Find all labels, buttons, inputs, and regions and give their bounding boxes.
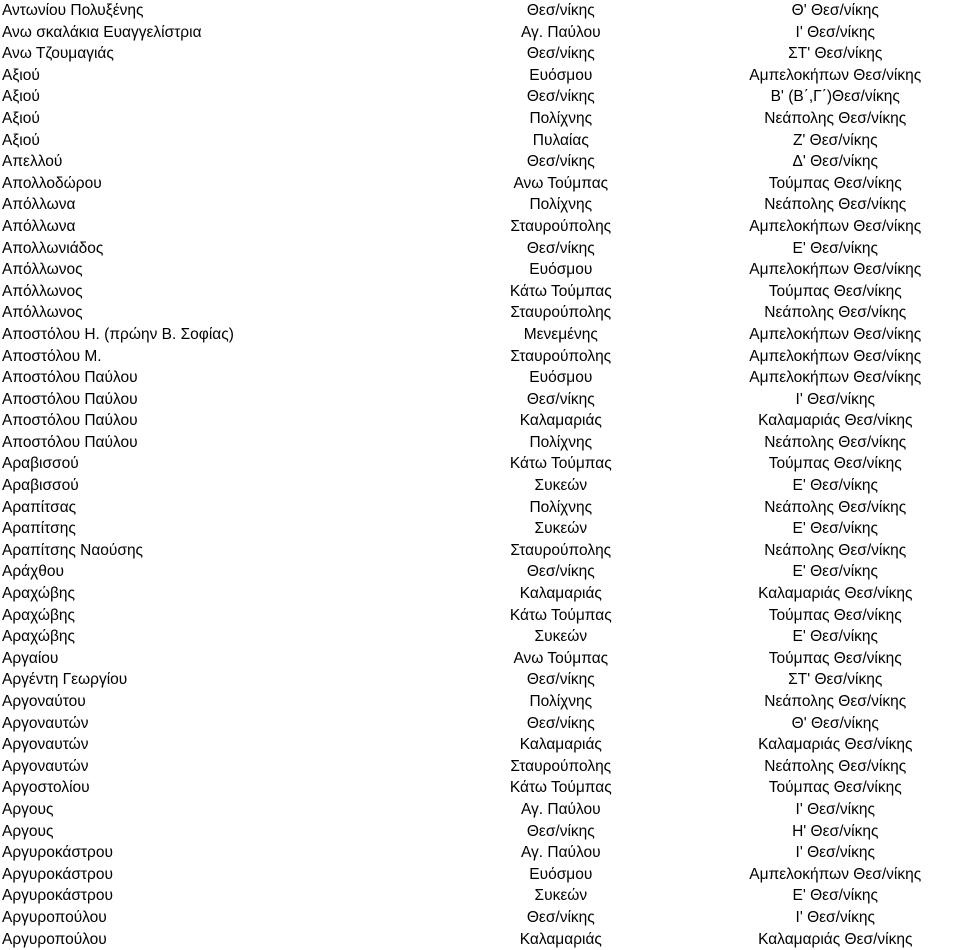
tax-office: Νεάπολης Θεσ/νίκης bbox=[711, 540, 960, 562]
street-name: Αραπίτσης bbox=[0, 518, 441, 540]
list-row bbox=[0, 777, 960, 799]
street-name: Αραχώβης bbox=[0, 626, 441, 648]
list-row bbox=[0, 86, 960, 108]
municipality: Θεσ/νίκης bbox=[411, 821, 710, 843]
street-name: Αργυροκάστρου bbox=[0, 842, 441, 864]
municipality: Συκεών bbox=[411, 885, 710, 907]
street-name: Αργους bbox=[0, 821, 441, 843]
tax-office: Ε' Θεσ/νίκης bbox=[711, 626, 960, 648]
tax-office: Αμπελοκήπων Θεσ/νίκης bbox=[711, 864, 960, 886]
tax-office: Αμπελοκήπων Θεσ/νίκης bbox=[711, 346, 960, 368]
street-name: Αργυροπούλου bbox=[0, 907, 441, 929]
street-name: Αποστόλου Μ. bbox=[0, 346, 441, 368]
tax-office: Αμπελοκήπων Θεσ/νίκης bbox=[711, 259, 960, 281]
tax-office: Νεάπολης Θεσ/νίκης bbox=[711, 756, 960, 778]
list-row bbox=[0, 151, 960, 173]
municipality: Σταυρούπολης bbox=[411, 540, 710, 562]
list-row bbox=[0, 432, 960, 454]
tax-office: Καλαμαριάς Θεσ/νίκης bbox=[711, 929, 960, 950]
street-name: Αραπίτσας bbox=[0, 497, 441, 519]
street-name: Αργυροκάστρου bbox=[0, 885, 441, 907]
street-name: Απόλλωνος bbox=[0, 281, 441, 303]
tax-office: Νεάπολης Θεσ/νίκης bbox=[711, 497, 960, 519]
tax-office: Νεάπολης Θεσ/νίκης bbox=[711, 432, 960, 454]
municipality: Καλαμαριάς bbox=[411, 583, 710, 605]
street-name: Αραπίτσης Ναούσης bbox=[0, 540, 441, 562]
list-row bbox=[0, 367, 960, 389]
list-row bbox=[0, 626, 960, 648]
street-name: Απολλωνιάδος bbox=[0, 238, 441, 260]
street-name: Απόλλωνα bbox=[0, 194, 441, 216]
street-name: Αποστόλου Παύλου bbox=[0, 410, 441, 432]
list-row bbox=[0, 605, 960, 627]
municipality: Θεσ/νίκης bbox=[411, 713, 710, 735]
list-row bbox=[0, 540, 960, 562]
municipality: Σταυρούπολης bbox=[411, 346, 710, 368]
street-name: Αντωνίου Πολυξένης bbox=[0, 0, 441, 22]
list-row bbox=[0, 453, 960, 475]
list-row bbox=[0, 130, 960, 152]
list-row bbox=[0, 907, 960, 929]
list-row bbox=[0, 842, 960, 864]
street-name: Απόλλωνος bbox=[0, 259, 441, 281]
municipality: Αγ. Παύλου bbox=[411, 842, 710, 864]
municipality: Πολίχνης bbox=[411, 194, 710, 216]
street-name: Αξιού bbox=[0, 130, 441, 152]
street-name: Ανω Τζουμαγιάς bbox=[0, 43, 441, 65]
municipality: Ευόσμου bbox=[411, 259, 710, 281]
tax-office: Ε' Θεσ/νίκης bbox=[711, 561, 960, 583]
list-row bbox=[0, 238, 960, 260]
tax-office: Ι' Θεσ/νίκης bbox=[711, 907, 960, 929]
tax-office: Καλαμαριάς Θεσ/νίκης bbox=[711, 734, 960, 756]
municipality: Θεσ/νίκης bbox=[411, 561, 710, 583]
street-name: Απόλλωνος bbox=[0, 302, 441, 324]
street-name: Αργαίου bbox=[0, 648, 441, 670]
municipality: Θεσ/νίκης bbox=[411, 907, 710, 929]
street-name: Αργοναυτών bbox=[0, 713, 441, 735]
municipality: Θεσ/νίκης bbox=[411, 43, 710, 65]
list-row bbox=[0, 389, 960, 411]
municipality: Συκεών bbox=[411, 518, 710, 540]
street-name: Αργυροκάστρου bbox=[0, 864, 441, 886]
street-name: Αργοστολίου bbox=[0, 777, 441, 799]
municipality: Θεσ/νίκης bbox=[411, 151, 710, 173]
municipality: Θεσ/νίκης bbox=[411, 389, 710, 411]
list-row bbox=[0, 22, 960, 44]
municipality: Καλαμαριάς bbox=[411, 929, 710, 950]
list-row bbox=[0, 497, 960, 519]
tax-office: Τούμπας Θεσ/νίκης bbox=[711, 453, 960, 475]
tax-office: Β' (Β΄,Γ΄)Θεσ/νίκης bbox=[711, 86, 960, 108]
list-row bbox=[0, 173, 960, 195]
municipality: Ευόσμου bbox=[411, 864, 710, 886]
street-name: Αραχώβης bbox=[0, 583, 441, 605]
municipality: Θεσ/νίκης bbox=[411, 86, 710, 108]
street-name: Αργυροπούλου bbox=[0, 929, 441, 950]
tax-office: Ι' Θεσ/νίκης bbox=[711, 799, 960, 821]
list-row bbox=[0, 864, 960, 886]
street-name: Αραχώβης bbox=[0, 605, 441, 627]
municipality: Πολίχνης bbox=[411, 432, 710, 454]
municipality: Κάτω Τούμπας bbox=[411, 453, 710, 475]
tax-office: Ε' Θεσ/νίκης bbox=[711, 518, 960, 540]
municipality: Πολίχνης bbox=[411, 691, 710, 713]
municipality: Θεσ/νίκης bbox=[411, 238, 710, 260]
list-row bbox=[0, 475, 960, 497]
street-name: Αξιού bbox=[0, 65, 441, 87]
tax-office: Θ' Θεσ/νίκης bbox=[711, 0, 960, 22]
tax-office: Ε' Θεσ/νίκης bbox=[711, 885, 960, 907]
street-name: Αράχθου bbox=[0, 561, 441, 583]
list-row bbox=[0, 259, 960, 281]
street-name: Αργοναυτών bbox=[0, 756, 441, 778]
municipality: Συκεών bbox=[411, 475, 710, 497]
list-row bbox=[0, 518, 960, 540]
list-row bbox=[0, 799, 960, 821]
list-row bbox=[0, 281, 960, 303]
tax-office: Ε' Θεσ/νίκης bbox=[711, 238, 960, 260]
list-row bbox=[0, 194, 960, 216]
tax-office: Ι' Θεσ/νίκης bbox=[711, 842, 960, 864]
list-row bbox=[0, 302, 960, 324]
street-name: Αποστόλου Η. (πρώην Β. Σοφίας) bbox=[0, 324, 441, 346]
tax-office: Τούμπας Θεσ/νίκης bbox=[711, 173, 960, 195]
municipality: Ανω Τούμπας bbox=[411, 173, 710, 195]
municipality: Σταυρούπολης bbox=[411, 216, 710, 238]
tax-office: Νεάπολης Θεσ/νίκης bbox=[711, 108, 960, 130]
tax-office: Τούμπας Θεσ/νίκης bbox=[711, 281, 960, 303]
tax-office: Η' Θεσ/νίκης bbox=[711, 821, 960, 843]
street-name: Αργοναύτου bbox=[0, 691, 441, 713]
street-name: Απολλοδώρου bbox=[0, 173, 441, 195]
list-row bbox=[0, 669, 960, 691]
tax-office: ΣΤ' Θεσ/νίκης bbox=[711, 669, 960, 691]
list-row bbox=[0, 561, 960, 583]
municipality: Ευόσμου bbox=[411, 65, 710, 87]
municipality: Αγ. Παύλου bbox=[411, 799, 710, 821]
street-name: Αποστόλου Παύλου bbox=[0, 389, 441, 411]
list-row bbox=[0, 216, 960, 238]
list-row bbox=[0, 713, 960, 735]
tax-office: Καλαμαριάς Θεσ/νίκης bbox=[711, 410, 960, 432]
municipality: Κάτω Τούμπας bbox=[411, 777, 710, 799]
tax-office: Τούμπας Θεσ/νίκης bbox=[711, 648, 960, 670]
municipality: Μενεμένης bbox=[411, 324, 710, 346]
tax-office: Αμπελοκήπων Θεσ/νίκης bbox=[711, 65, 960, 87]
street-name: Αξιού bbox=[0, 108, 441, 130]
street-name: Αργους bbox=[0, 799, 441, 821]
list-row bbox=[0, 410, 960, 432]
list-row bbox=[0, 324, 960, 346]
street-name: Αραβισσού bbox=[0, 453, 441, 475]
list-row bbox=[0, 648, 960, 670]
list-row bbox=[0, 734, 960, 756]
tax-office: Καλαμαριάς Θεσ/νίκης bbox=[711, 583, 960, 605]
street-name: Αξιού bbox=[0, 86, 441, 108]
street-name: Απόλλωνα bbox=[0, 216, 441, 238]
street-name: Ανω σκαλάκια Ευαγγελίστρια bbox=[0, 22, 441, 44]
municipality: Σταυρούπολης bbox=[411, 756, 710, 778]
tax-office: Αμπελοκήπων Θεσ/νίκης bbox=[711, 324, 960, 346]
street-name: Αργέντη Γεωργίου bbox=[0, 669, 441, 691]
street-name: Απελλού bbox=[0, 151, 441, 173]
tax-office: Ι' Θεσ/νίκης bbox=[711, 22, 960, 44]
municipality: Πολίχνης bbox=[411, 108, 710, 130]
street-name: Αργοναυτών bbox=[0, 734, 441, 756]
list-row bbox=[0, 929, 960, 950]
list-row bbox=[0, 885, 960, 907]
tax-office: Νεάπολης Θεσ/νίκης bbox=[711, 302, 960, 324]
tax-office: Ι' Θεσ/νίκης bbox=[711, 389, 960, 411]
tax-office: Τούμπας Θεσ/νίκης bbox=[711, 777, 960, 799]
municipality: Καλαμαριάς bbox=[411, 410, 710, 432]
list-row bbox=[0, 0, 960, 22]
tax-office: Τούμπας Θεσ/νίκης bbox=[711, 605, 960, 627]
list-row bbox=[0, 43, 960, 65]
municipality: Ανω Τούμπας bbox=[411, 648, 710, 670]
list-row bbox=[0, 583, 960, 605]
tax-office: Ε' Θεσ/νίκης bbox=[711, 475, 960, 497]
list-row bbox=[0, 756, 960, 778]
list-row bbox=[0, 108, 960, 130]
list-row bbox=[0, 346, 960, 368]
municipality: Πυλαίας bbox=[411, 130, 710, 152]
tax-office: ΣΤ' Θεσ/νίκης bbox=[711, 43, 960, 65]
list-row bbox=[0, 821, 960, 843]
street-name: Αποστόλου Παύλου bbox=[0, 432, 441, 454]
street-name: Αποστόλου Παύλου bbox=[0, 367, 441, 389]
municipality: Αγ. Παύλου bbox=[411, 22, 710, 44]
tax-office: Αμπελοκήπων Θεσ/νίκης bbox=[711, 216, 960, 238]
tax-office: Ζ' Θεσ/νίκης bbox=[711, 130, 960, 152]
municipality: Σταυρούπολης bbox=[411, 302, 710, 324]
municipality: Κάτω Τούμπας bbox=[411, 605, 710, 627]
tax-office: Αμπελοκήπων Θεσ/νίκης bbox=[711, 367, 960, 389]
municipality: Συκεών bbox=[411, 626, 710, 648]
tax-office: Δ' Θεσ/νίκης bbox=[711, 151, 960, 173]
tax-office: Νεάπολης Θεσ/νίκης bbox=[711, 194, 960, 216]
municipality: Κάτω Τούμπας bbox=[411, 281, 710, 303]
municipality: Θεσ/νίκης bbox=[411, 669, 710, 691]
tax-office: Νεάπολης Θεσ/νίκης bbox=[711, 691, 960, 713]
municipality: Ευόσμου bbox=[411, 367, 710, 389]
municipality: Πολίχνης bbox=[411, 497, 710, 519]
municipality: Καλαμαριάς bbox=[411, 734, 710, 756]
street-name: Αραβισσού bbox=[0, 475, 441, 497]
list-row bbox=[0, 691, 960, 713]
list-row bbox=[0, 65, 960, 87]
municipality: Θεσ/νίκης bbox=[411, 0, 710, 22]
tax-office: Θ' Θεσ/νίκης bbox=[711, 713, 960, 735]
